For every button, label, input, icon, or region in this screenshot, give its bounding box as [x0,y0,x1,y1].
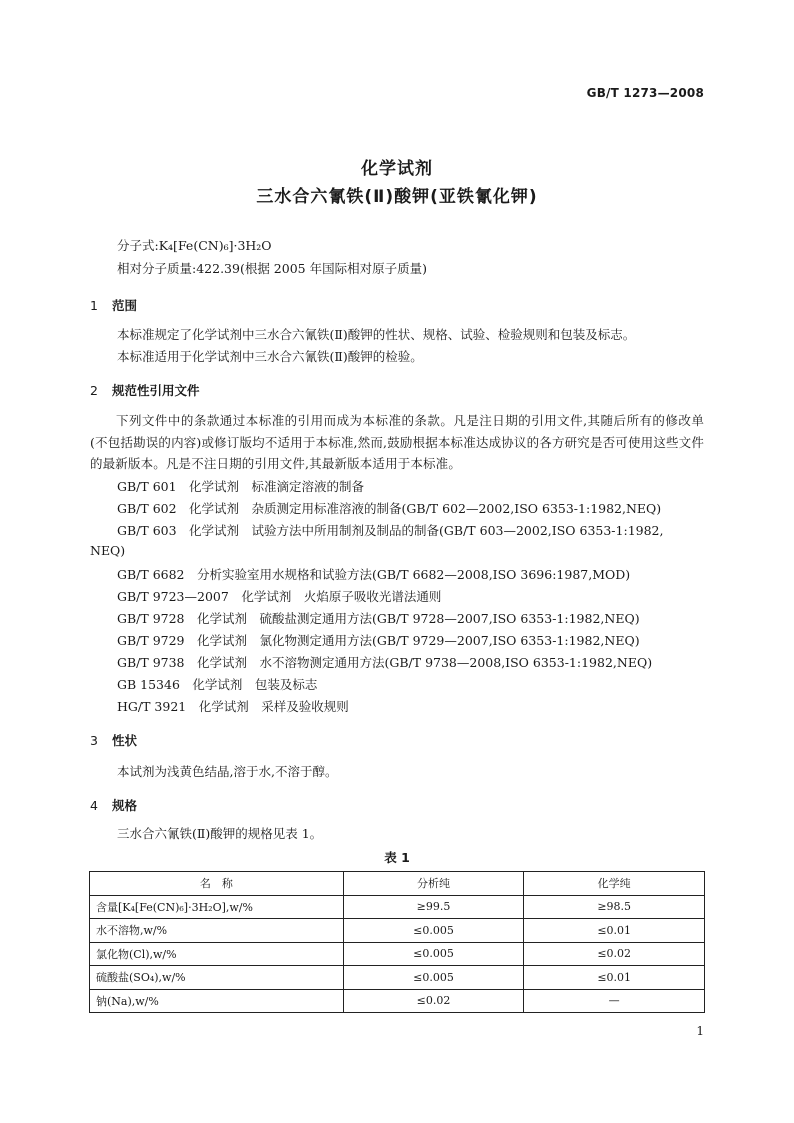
section-title: 性状 [112,733,138,748]
column-header-cp: 化学纯 [524,872,705,896]
section-heading-1 [90,296,137,314]
reference-item: GB/T 9729 化学试剂 氯化物测定通用方法(GB/T 9729—2007,ISO 6353-1:1982,NEQ) [117,633,640,648]
section-title: 规范性引用文件 [112,383,200,398]
table-caption: 表 1 [384,850,410,865]
column-header-name: 名 称 [90,872,344,896]
table-row [90,919,705,943]
table-cell: ≤0.01 [524,966,705,990]
reference-item: GB/T 6682 分析实验室用水规格和试验方法(GB/T 6682—2008,ISO 3696:1987,MOD) [117,567,631,582]
table-cell: ≥99.5 [343,895,524,919]
reference-item: GB 15346 化学试剂 包装及标志 [117,677,318,692]
table-cell: 氯化物(Cl),w/% [90,942,344,966]
table-row [90,895,705,919]
table-cell: ≤0.005 [343,966,524,990]
section-number: 4 [90,798,98,813]
table-cell: — [524,989,705,1013]
table-cell: 含量[K₄[Fe(CN)₆]·3H₂O],w/% [90,895,344,919]
specification-paragraph: 三水合六氰铁(Ⅱ)酸钾的规格见表 1。 [117,826,323,841]
scope-paragraph-2: 本标准适用于化学试剂中三水合六氰铁(Ⅱ)酸钾的检验。 [117,349,423,364]
molecular-formula: 分子式:K₄[Fe(CN)₆]·3H₂O [117,238,272,253]
scope-paragraph-1: 本标准规定了化学试剂中三水合六氰铁(Ⅱ)酸钾的性状、规格、试验、检验规则和包装及标志。 [117,327,636,342]
section-heading-3 [90,731,137,749]
document-title-line1: 化学试剂 [361,159,433,179]
references-intro-paragraph: 下列文件中的条款通过本标准的引用而成为本标准的条款。凡是注日期的引用文件,其随后所有的修改单(不包括勘误的内容)或修订版均不适用于本标准,然而,鼓励根据本标准达成协议的各方研究是否可使用这些文件的最新版本。凡是不注日期的引用文件,其最新版本适用于本标准。 [90,413,704,471]
reference-item: GB/T 602 化学试剂 杂质测定用标准溶液的制备(GB/T 602—2002,ISO 6353-1:1982,NEQ) [117,501,662,516]
table-cell: ≤0.02 [524,942,705,966]
reference-item: GB/T 9738 化学试剂 水不溶物测定通用方法(GB/T 9738—2008,ISO 6353-1:1982,NEQ) [117,655,653,670]
section-heading-2 [90,381,200,399]
standard-code: GB/T 1273—2008 [586,86,704,100]
section-heading-4 [90,796,137,814]
section-number: 1 [90,298,98,313]
table-cell: 硫酸盐(SO₄),w/% [90,966,344,990]
document-title-line2: 三水合六氰铁(Ⅱ)酸钾(亚铁氰化钾) [256,187,538,207]
column-header-ar: 分析纯 [343,872,524,896]
reference-item: HG/T 3921 化学试剂 采样及验收规则 [117,699,349,714]
table-cell: 钠(Na),w/% [90,989,344,1013]
properties-paragraph: 本试剂为浅黄色结晶,溶于水,不溶于醇。 [117,764,338,779]
reference-item: GB/T 9728 化学试剂 硫酸盐测定通用方法(GB/T 9728—2007,ISO 6353-1:1982,NEQ) [117,611,640,626]
reference-item-continuation: NEQ) [90,543,126,558]
table-cell: ≤0.01 [524,919,705,943]
section-number: 2 [90,383,98,398]
reference-item: GB/T 601 化学试剂 标准滴定溶液的制备 [117,479,365,494]
page-number: 1 [696,1024,704,1038]
table-row [90,989,705,1013]
reference-item: GB/T 603 化学试剂 试验方法中所用制剂及制品的制备(GB/T 603—2002,ISO 6353-1:1982, [117,523,664,538]
table-cell: ≤0.005 [343,942,524,966]
section-title: 规格 [112,798,138,813]
table-cell: ≤0.005 [343,919,524,943]
molecular-mass: 相对分子质量:422.39(根据 2005 年国际相对原子质量) [117,261,427,276]
table-row [90,942,705,966]
specification-table [89,871,705,1013]
table-cell: ≥98.5 [524,895,705,919]
section-title: 范围 [112,298,138,313]
table-row [90,966,705,990]
table-cell: 水不溶物,w/% [90,919,344,943]
table-header-row [90,872,705,896]
section-number: 3 [90,733,98,748]
table-cell: ≤0.02 [343,989,524,1013]
reference-item: GB/T 9723—2007 化学试剂 火焰原子吸收光谱法通则 [117,589,442,604]
